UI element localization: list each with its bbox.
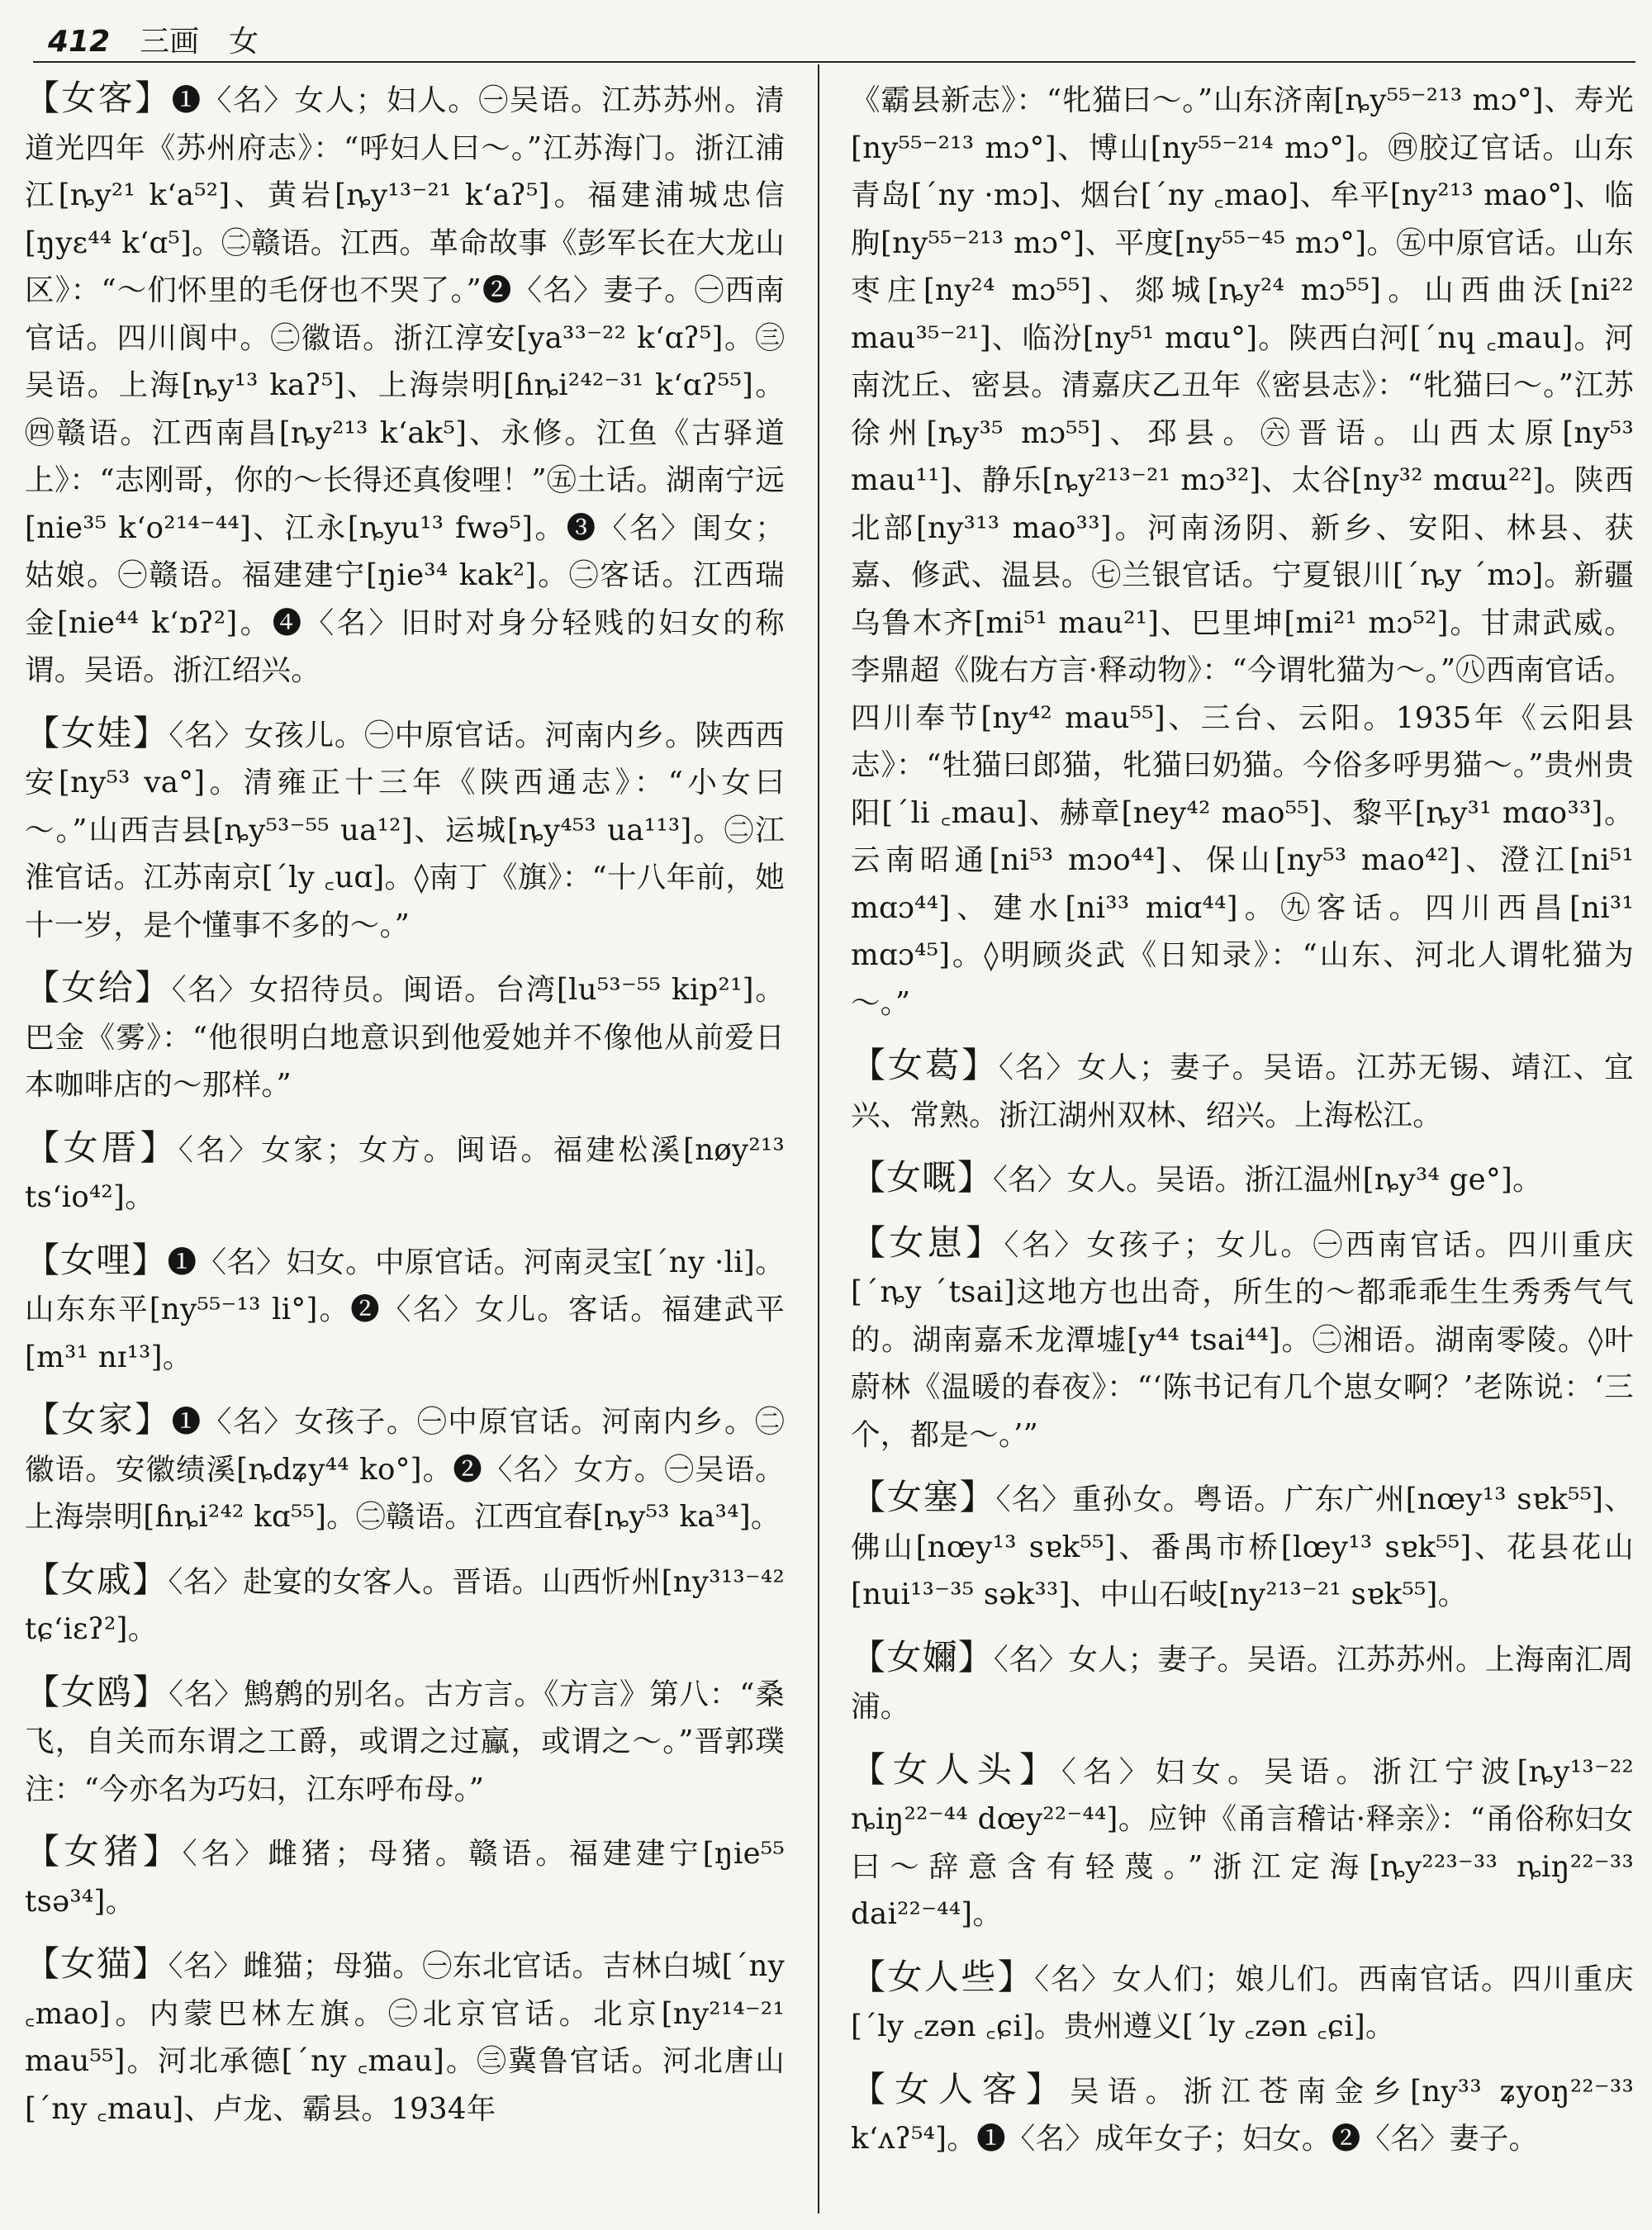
entry-text: 〈名〉女孩儿。㊀中原官话。河南内乡。陕西西安[ny⁵³ va°]。清雍正十三年《陕西通志》：“小女曰～。”山西吉县[ȵy⁵³⁻⁵⁵ ua¹²]、运城[ȵy⁴⁵³ ua¹¹³]。㊁江淮官话。江苏南京[ˊly ꜀uɑ]。◊南丁《旗》：“十八年前，她十一岁，是个懂事不多的～。” [25,718,785,942]
entry-headword: 【女人些】 [851,1956,1035,1997]
entry [851,1746,1634,1938]
entry [851,1953,1634,2051]
entry [851,1041,1634,1139]
entry-headword: 【女娃】 [25,712,169,753]
entry [25,74,785,695]
entry-text: 〈名〉女孩子；女儿。㊀西南官话。四川重庆[ˊȵy ˊtsai]这地方也出奇，所生的～都乖乖生生秀秀气气的。湖南嘉禾龙潭墟[y⁴⁴ tsai⁴⁴]。㊁湘语。湖南零陵。◊叶蔚林《温暖的春夜》：“‘陈书记有几个崽女啊？’老陈说：‘三个，都是～。’” [851,1227,1634,1452]
entry [25,1556,785,1654]
entry [25,1396,785,1541]
entry-headword: 【女嬭】 [851,1636,994,1677]
entry-text: 〈名〉重孙女。粤语。广东广州[nœy¹³ sɐk⁵⁵]、佛山[nœy¹³ sɐk⁵⁵]、番禺市桥[lœy¹³ sɐk⁵⁵]、花县花山[nui¹³⁻³⁵ sək³³]、中山石岐[ny²¹³⁻²¹ sɐk⁵⁵]。 [851,1483,1634,1611]
entry-text: 〈名〉女人；妻子。吴语。江苏无锡、靖江、宜兴、常熟。浙江湖州双林、绍兴。上海松江。 [851,1051,1634,1132]
entry-headword: 【女哩】 [25,1239,168,1280]
entry-headword: 【女猫】 [25,1943,169,1984]
entry [25,1668,785,1814]
entry-text: ❶〈名〉妇女。中原官话。河南灵宝[ˊny ·li]。山东东平[ny⁵⁵⁻¹³ li°]。❷〈名〉女儿。客话。福建武平[m³¹ nɪ¹³]。 [25,1245,785,1374]
entry [25,1828,785,1925]
entry [25,1236,785,1382]
left-column [25,74,785,2213]
entry-headword: 【女给】 [25,967,172,1008]
header-rule [33,61,1635,63]
entry [851,1219,1634,1459]
entry-text: 〈名〉女招待员。闽语。台湾[lu⁵³⁻⁵⁵ kip²¹]。巴金《雾》：“他很明白地意识到他爱她并不像他从前爱日本咖啡店的～那样。” [25,973,785,1102]
entry-headword: 【女葛】 [851,1045,999,1085]
entry-text: 〈名〉女人；妻子。吴语。江苏苏州。上海南汇周浦。 [851,1642,1634,1724]
entry-text: ❶〈名〉女人；妇人。㊀吴语。江苏苏州。清道光四年《苏州府志》：“呼妇人曰～。”江苏海门。浙江浦江[ȵy²¹ kʻa⁵²]、黄岩[ȵy¹³⁻²¹ kʻaʔ⁵]。福建浦城忠信[ŋyɛ⁴⁴ kʻɑ⁵]。㊁赣语。江西。革命故事《彭军长在大龙山区》：“～们怀里的毛伢也不哭了。”❷〈名〉妻子。㊀西南官话。四川阆中。㊁徽语。浙江淳安[ya³³⁻²² kʻɑʔ⁵]。㊂吴语。上海[ȵy¹³ kaʔ⁵]、上海崇明[ɦȵi²⁴²⁻³¹ kʻɑʔ⁵⁵]。㊃赣语。江西南昌[ȵy²¹³ kʻak⁵]、永修。江鱼《古驿道上》：“志刚哥，你的～长得还真俊哩！”㊄土话。湖南宁远[nie³⁵ kʻo²¹⁴⁻⁴⁴]、江永[ȵyu¹³ fwə⁵]。❸〈名〉闺女；姑娘。㊀赣语。福建建宁[ŋie³⁴ kak²]。㊁客话。江西瑞金[nie⁴⁴ kʻɒʔ²]。❹〈名〉旧时对身分轻贱的妇女的称谓。吴语。浙江绍兴。 [25,83,785,687]
column-divider [818,64,819,2213]
entry-text: 〈名〉鹪鹩的别名。古方言。《方言》第八：“桑飞，自关而东谓之工爵，或谓之过鸁，或谓之～。”晋郭璞注：“今亦名为巧妇，江东呼布母。” [25,1677,785,1806]
entry-text: 〈名〉妇女。吴语。浙江宁波[ȵy¹³⁻²² ȵiŋ²²⁻⁴⁴ dœy²²⁻⁴⁴]。应钟《甬言稽诂·释亲》：“甬俗称妇女曰～辞意含有轻蔑。”浙江定海[ȵy²²³⁻³³ ȵiŋ²²⁻³³ dai²²⁻⁴⁴]。 [851,1754,1634,1931]
entry-headword: 【女鸥】 [25,1671,169,1712]
entry-text: ❶〈名〉女孩子。㊀中原官话。河南内乡。㊁徽语。安徽绩溪[ȵdʑy⁴⁴ ko°]。❷〈名〉女方。㊀吴语。上海崇明[ɦȵi²⁴² kɑ⁵⁵]。㊁赣语。江西宜春[ȵy⁵³ ka³⁴]。 [25,1405,785,1534]
entry-headword: 【女厝】 [25,1127,178,1168]
entry [25,1124,785,1222]
entry-text: 〈名〉女家；女方。闽语。福建松溪[nøy²¹³ tsʻio⁴²]。 [25,1132,785,1214]
entry [851,1154,1634,1204]
entry [25,964,785,1109]
entry-headword: 【女人客】 [851,2068,1070,2109]
running-head [48,18,1619,61]
radical-section: 三画 [140,25,200,59]
entry-headword: 【女戚】 [25,1559,169,1600]
entry-text: 〈名〉赴宴的女客人。晋语。山西忻州[ny³¹³⁻⁴² tɕʻiɛʔ²]。 [25,1564,785,1646]
entry-text: 〈名〉雌猫；母猫。㊀东北官话。吉林白城[ˊny ꜀mao]。内蒙巴林左旗。㊁北京官话。北京[ny²¹⁴⁻²¹ mau⁵⁵]。河北承德[ˊny ꜀mau]。㊂冀鲁官话。河北唐山[ˊny ꜀mau]、卢龙、霸县。1934年 [25,1949,785,2126]
entry [851,1634,1634,1731]
entry-text: 《霸县新志》：“牝猫曰～。”山东济南[ȵy⁵⁵⁻²¹³ mɔ°]、寿光[ny⁵⁵⁻²¹³ mɔ°]、博山[ny⁵⁵⁻²¹⁴ mɔ°]。㊃胶辽官话。山东青岛[ˊny ·mɔ]、烟台[ˊny ꜀mao]、牟平[ny²¹³ mao°]、临朐[ny⁵⁵⁻²¹³ mɔ°]、平度[ny⁵⁵⁻⁴⁵ mɔ°]。㊄中原官话。山东枣庄[ny²⁴ mɔ⁵⁵]、郯城[ȵy²⁴ mɔ⁵⁵]。山西曲沃[ni²² mau³⁵⁻²¹]、临汾[ny⁵¹ mɑu°]。陕西白河[ˊnɥ ꜀mau]。河南沈丘、密县。清嘉庆乙丑年《密县志》：“牝猫曰～。”江苏徐州[ȵy³⁵ mɔ⁵⁵]、邳县。㊅晋语。山西太原[ny⁵³ mau¹¹]、静乐[ȵy²¹³⁻²¹ mɔ³²]、太谷[ny³² mɑɯ²²]。陕西北部[ny³¹³ mao³³]。河南汤阴、新乡、安阳、林县、获嘉、修武、温县。㊆兰银官话。宁夏银川[ˊȵy ˊmɔ]。新疆乌鲁木齐[mi⁵¹ mau²¹]、巴里坤[mi²¹ mɔ⁵²]。甘肃武威。李鼎超《陇右方言·释动物》：“今谓牝猫为～。”㊇西南官话。四川奉节[ny⁴² mau⁵⁵]、三台、云阳。1935年《云阳县志》：“牡猫曰郎猫，牝猫曰奶猫。今俗多呼男猫～。”贵州贵阳[ˊli ꜀mau]、赫章[ney⁴² mao⁵⁵]、黎平[ȵy³¹ mɑo³³]。云南昭通[ni⁵³ mɔo⁴⁴]、保山[ny⁵³ mao⁴²]、澄江[ni⁵¹ mɑɔ⁴⁴]、建水[ni³³ miɑ⁴⁴]。㊈客话。四川西昌[ni³¹ mɑɔ⁴⁵]。◊明顾炎武《日知录》：“山东、河北人谓牝猫为～。” [851,83,1634,1020]
entry [851,2066,1634,2163]
entry [25,709,785,950]
entry-headword: 【女家】 [25,1399,172,1440]
entry-text: 〈名〉女人们；娘儿们。西南官话。四川重庆[ˊly ꜀zən ꜀ɕi]。贵州遵义[ˊly ꜀zən ꜀ɕi]。 [851,1962,1634,2043]
entry-headword: 【女人头】 [851,1748,1061,1790]
page-number: 412 [48,25,111,59]
entry-continuation [851,74,1634,1027]
entry [851,1473,1634,1619]
entry-headword: 【女塞】 [851,1477,996,1517]
right-column [851,74,1634,2213]
entry-text: 〈名〉女人。吴语。浙江温州[ȵy³⁴ ge°]。 [993,1163,1542,1197]
entry-headword: 【女猪】 [25,1831,183,1872]
entry-text: 〈名〉雌猪；母猪。赣语。福建建宁[ŋie⁵⁵ tsə³⁴]。 [25,1837,785,1919]
entry-text: 吴语。浙江苍南金乡[ny³³ ʑyoŋ²²⁻³³ kʻʌʔ⁵⁴]。❶〈名〉成年女子；妇女。❷〈名〉妻子。 [851,2074,1634,2156]
entry-headword: 【女崽】 [851,1222,1004,1263]
radical: 女 [229,25,259,59]
entry [25,1940,785,2133]
entry-headword: 【女嘅】 [851,1157,994,1198]
entry-headword: 【女客】 [25,78,172,118]
